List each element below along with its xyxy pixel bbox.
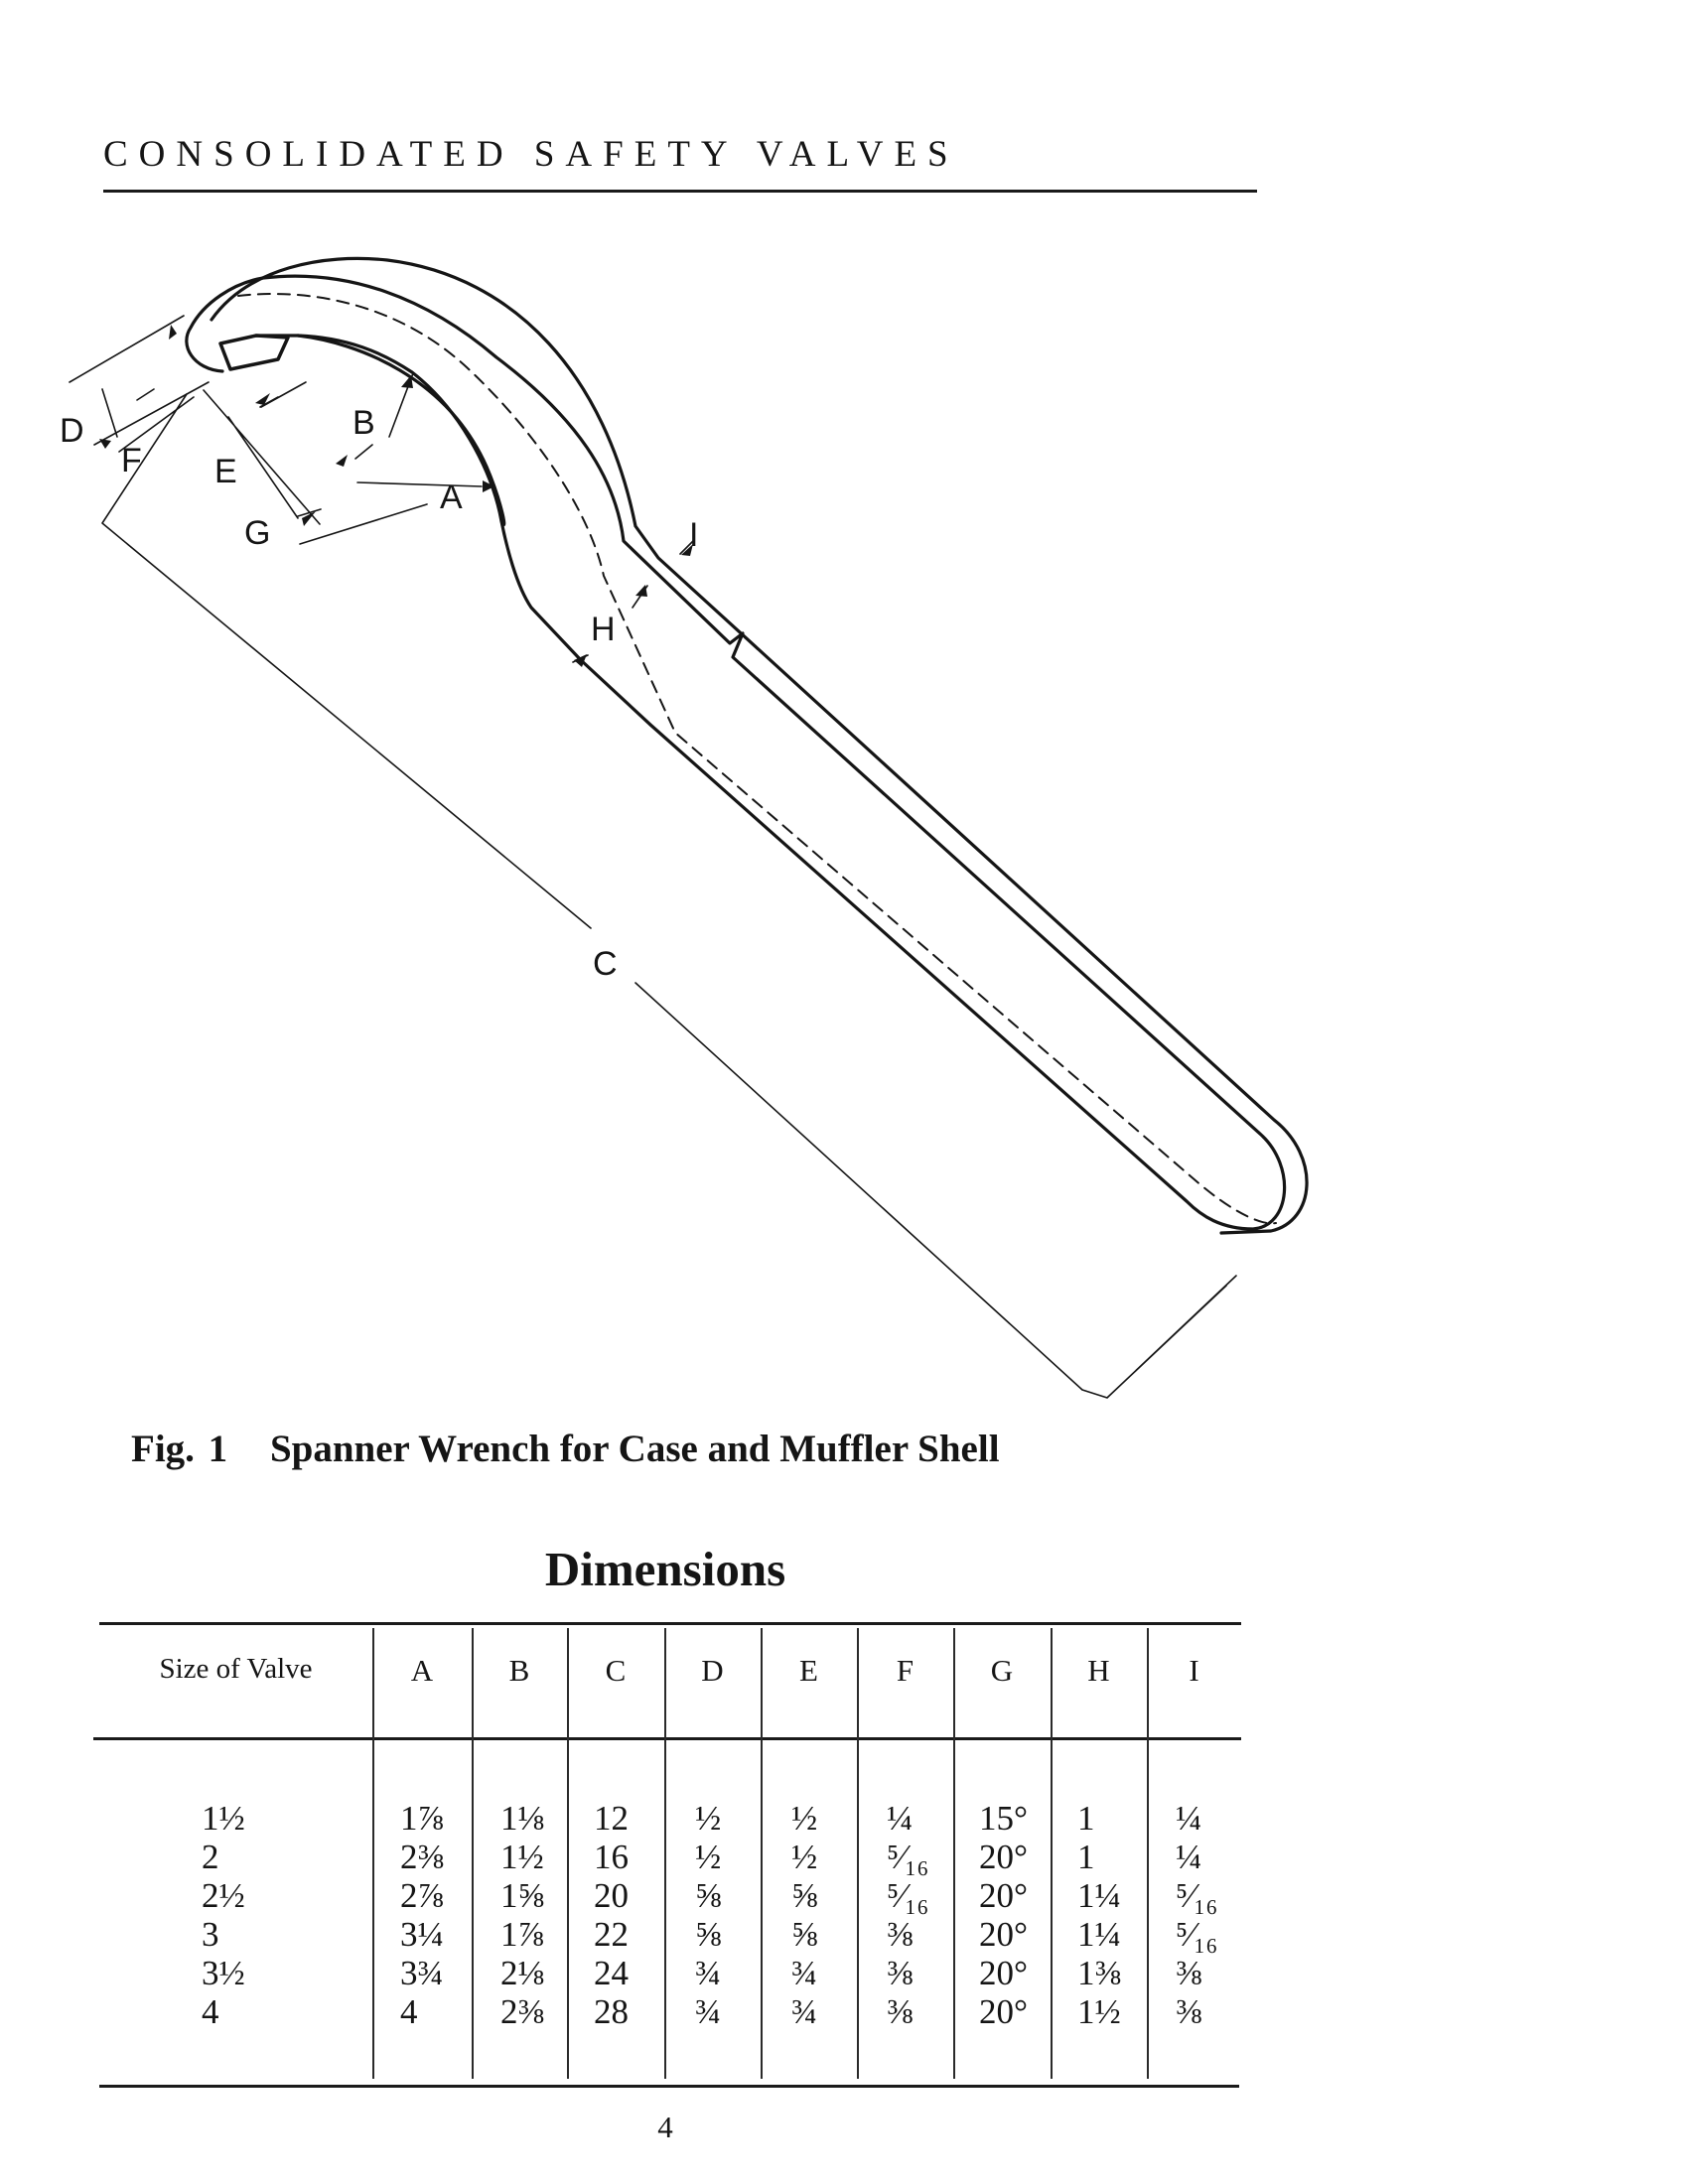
table-cell: 2⅜ <box>400 1838 444 1876</box>
table-cell: ½ <box>695 1799 722 1838</box>
dimension-label-c: C <box>593 945 618 983</box>
table-cell: 20° <box>979 1838 1028 1876</box>
table-cell: ¼ <box>887 1799 914 1838</box>
column-rule <box>472 1628 474 2079</box>
table-cell: 2⅛ <box>500 1954 544 1992</box>
column-f <box>887 1799 952 2031</box>
column-c <box>594 1799 661 2031</box>
table-cell: 3½ <box>202 1954 245 1992</box>
wrench-back-edge <box>211 258 1307 1233</box>
dimension-a-lines <box>357 482 482 486</box>
table-cell: 2⅜ <box>500 1992 544 2031</box>
table-cell: ⅜ <box>887 1954 914 1992</box>
dimension-c-line <box>102 394 1236 1398</box>
hook-nib <box>220 336 288 369</box>
column-rule <box>761 1628 763 2079</box>
header-b: B <box>508 1653 530 1688</box>
table-cell: ⅜ <box>887 1992 914 2031</box>
figure-caption-number: 1 <box>208 1428 228 1470</box>
header-a: A <box>410 1653 434 1688</box>
column-rule <box>953 1628 955 2079</box>
column-rule <box>567 1628 569 2079</box>
table-bottom-rule <box>99 2085 1239 2088</box>
table-cell: 2 <box>202 1838 219 1876</box>
table-cell: 1⅜ <box>1077 1954 1121 1992</box>
column-a <box>400 1799 470 2031</box>
table-cell: ¾ <box>695 1992 722 2031</box>
table-cell: ⅜ <box>1176 1992 1202 2031</box>
figure-caption-label: Fig. <box>131 1428 195 1470</box>
header-e: E <box>799 1653 818 1688</box>
table-cell: ⅝ <box>791 1876 818 1915</box>
column-i <box>1176 1799 1239 2031</box>
table-cell: ⁵⁄₁₆ <box>1176 1876 1218 1915</box>
column-e <box>791 1799 855 2031</box>
column-size-of-valve <box>202 1799 321 2031</box>
table-cell: 1 <box>1077 1799 1095 1838</box>
table-cell: 1⅝ <box>500 1876 544 1915</box>
column-rule <box>372 1628 374 2079</box>
dimension-label-g: G <box>244 514 271 552</box>
table-cell: 1 <box>1077 1838 1095 1876</box>
header-size-of-valve: Size of Valve <box>159 1653 313 1685</box>
dimension-label-e: E <box>214 453 237 490</box>
header-g: G <box>990 1653 1014 1688</box>
dimension-e-lines <box>260 382 306 407</box>
table-cell: ⅝ <box>695 1876 722 1915</box>
column-rule <box>1051 1628 1053 2079</box>
dimension-label-d: D <box>60 412 84 450</box>
table-cell: ½ <box>791 1838 818 1876</box>
table-cell: 2½ <box>202 1876 245 1915</box>
table-cell: ¾ <box>791 1954 818 1992</box>
table-cell: ⅝ <box>791 1915 818 1954</box>
figure-caption <box>131 1427 1000 1471</box>
table-cell: 24 <box>594 1954 629 1992</box>
table-cell: ⁵⁄₁₆ <box>887 1876 929 1915</box>
table-cell: 22 <box>594 1915 629 1954</box>
page-number: 4 <box>657 2110 673 2144</box>
header-d: D <box>701 1653 724 1688</box>
dimension-g-lines <box>204 390 427 544</box>
arrowhead <box>99 439 111 449</box>
header-h: H <box>1087 1653 1110 1688</box>
running-header: CONSOLIDATED SAFETY VALVES <box>103 134 959 175</box>
table-cell: 3¼ <box>400 1915 444 1954</box>
table-cell: ½ <box>695 1838 722 1876</box>
wrench-outline <box>187 276 1285 1229</box>
table-cell: ⅝ <box>695 1915 722 1954</box>
table-cell: 3 <box>202 1915 219 1954</box>
arrowhead <box>635 585 647 597</box>
header-f: F <box>896 1653 914 1688</box>
table-cell: 20° <box>979 1992 1028 2031</box>
table-cell: 1½ <box>1077 1992 1121 2031</box>
header-c: C <box>605 1653 627 1688</box>
table-cell: 1¼ <box>1077 1876 1121 1915</box>
table-cell: ¼ <box>1176 1799 1202 1838</box>
table-cell: 1⅛ <box>500 1799 544 1838</box>
arrowhead <box>401 375 413 388</box>
table-cell: 2⅞ <box>400 1876 444 1915</box>
table-cell: 20° <box>979 1954 1028 1992</box>
table-cell: ⁵⁄₁₆ <box>887 1838 929 1876</box>
table-cell: 12 <box>594 1799 629 1838</box>
table-cell: 1⅞ <box>500 1915 544 1954</box>
table-cell: 1½ <box>202 1799 245 1838</box>
header-i: I <box>1189 1653 1199 1688</box>
table-cell: 1½ <box>500 1838 544 1876</box>
table-header-rule <box>93 1737 1241 1740</box>
dimension-label-f: F <box>121 442 142 479</box>
column-rule <box>1147 1628 1149 2079</box>
hidden-line <box>238 294 1276 1223</box>
table-cell: ¾ <box>791 1992 818 2031</box>
table-cell: 4 <box>202 1992 219 2031</box>
table-cell: ⅜ <box>887 1915 914 1954</box>
table-title: Dimensions <box>544 1542 786 1596</box>
table-top-rule <box>99 1622 1241 1625</box>
table-cell: 1¼ <box>1077 1915 1121 1954</box>
table-cell: 1⅞ <box>400 1799 444 1838</box>
dimension-label-b: B <box>352 404 375 442</box>
column-h <box>1077 1799 1145 2031</box>
table-cell: ⁵⁄₁₆ <box>1176 1915 1218 1954</box>
column-rule <box>664 1628 666 2079</box>
column-d <box>695 1799 759 2031</box>
figure-caption-text: Spanner Wrench for Case and Muffler Shell <box>269 1428 1000 1470</box>
table-cell: ½ <box>791 1799 818 1838</box>
dimension-label-i: I <box>689 516 699 554</box>
table-cell: 28 <box>594 1992 629 2031</box>
arrowhead <box>169 325 177 340</box>
column-rule <box>857 1628 859 2079</box>
table-cell: ⅜ <box>1176 1954 1202 1992</box>
table-cell: 3¾ <box>400 1954 444 1992</box>
dimension-label-a: A <box>440 478 463 516</box>
table-cell: ¾ <box>695 1954 722 1992</box>
dimension-label-h: H <box>591 611 616 648</box>
table-cell: 4 <box>400 1992 418 2031</box>
arrowhead <box>336 455 348 467</box>
table-cell: ¼ <box>1176 1838 1202 1876</box>
table-cell: 20° <box>979 1876 1028 1915</box>
table-cell: 20° <box>979 1915 1028 1954</box>
table-cell: 20 <box>594 1876 629 1915</box>
table-cell: 16 <box>594 1838 629 1876</box>
table-cell: 15° <box>979 1799 1028 1838</box>
column-b <box>500 1799 566 2031</box>
column-g <box>979 1799 1049 2031</box>
